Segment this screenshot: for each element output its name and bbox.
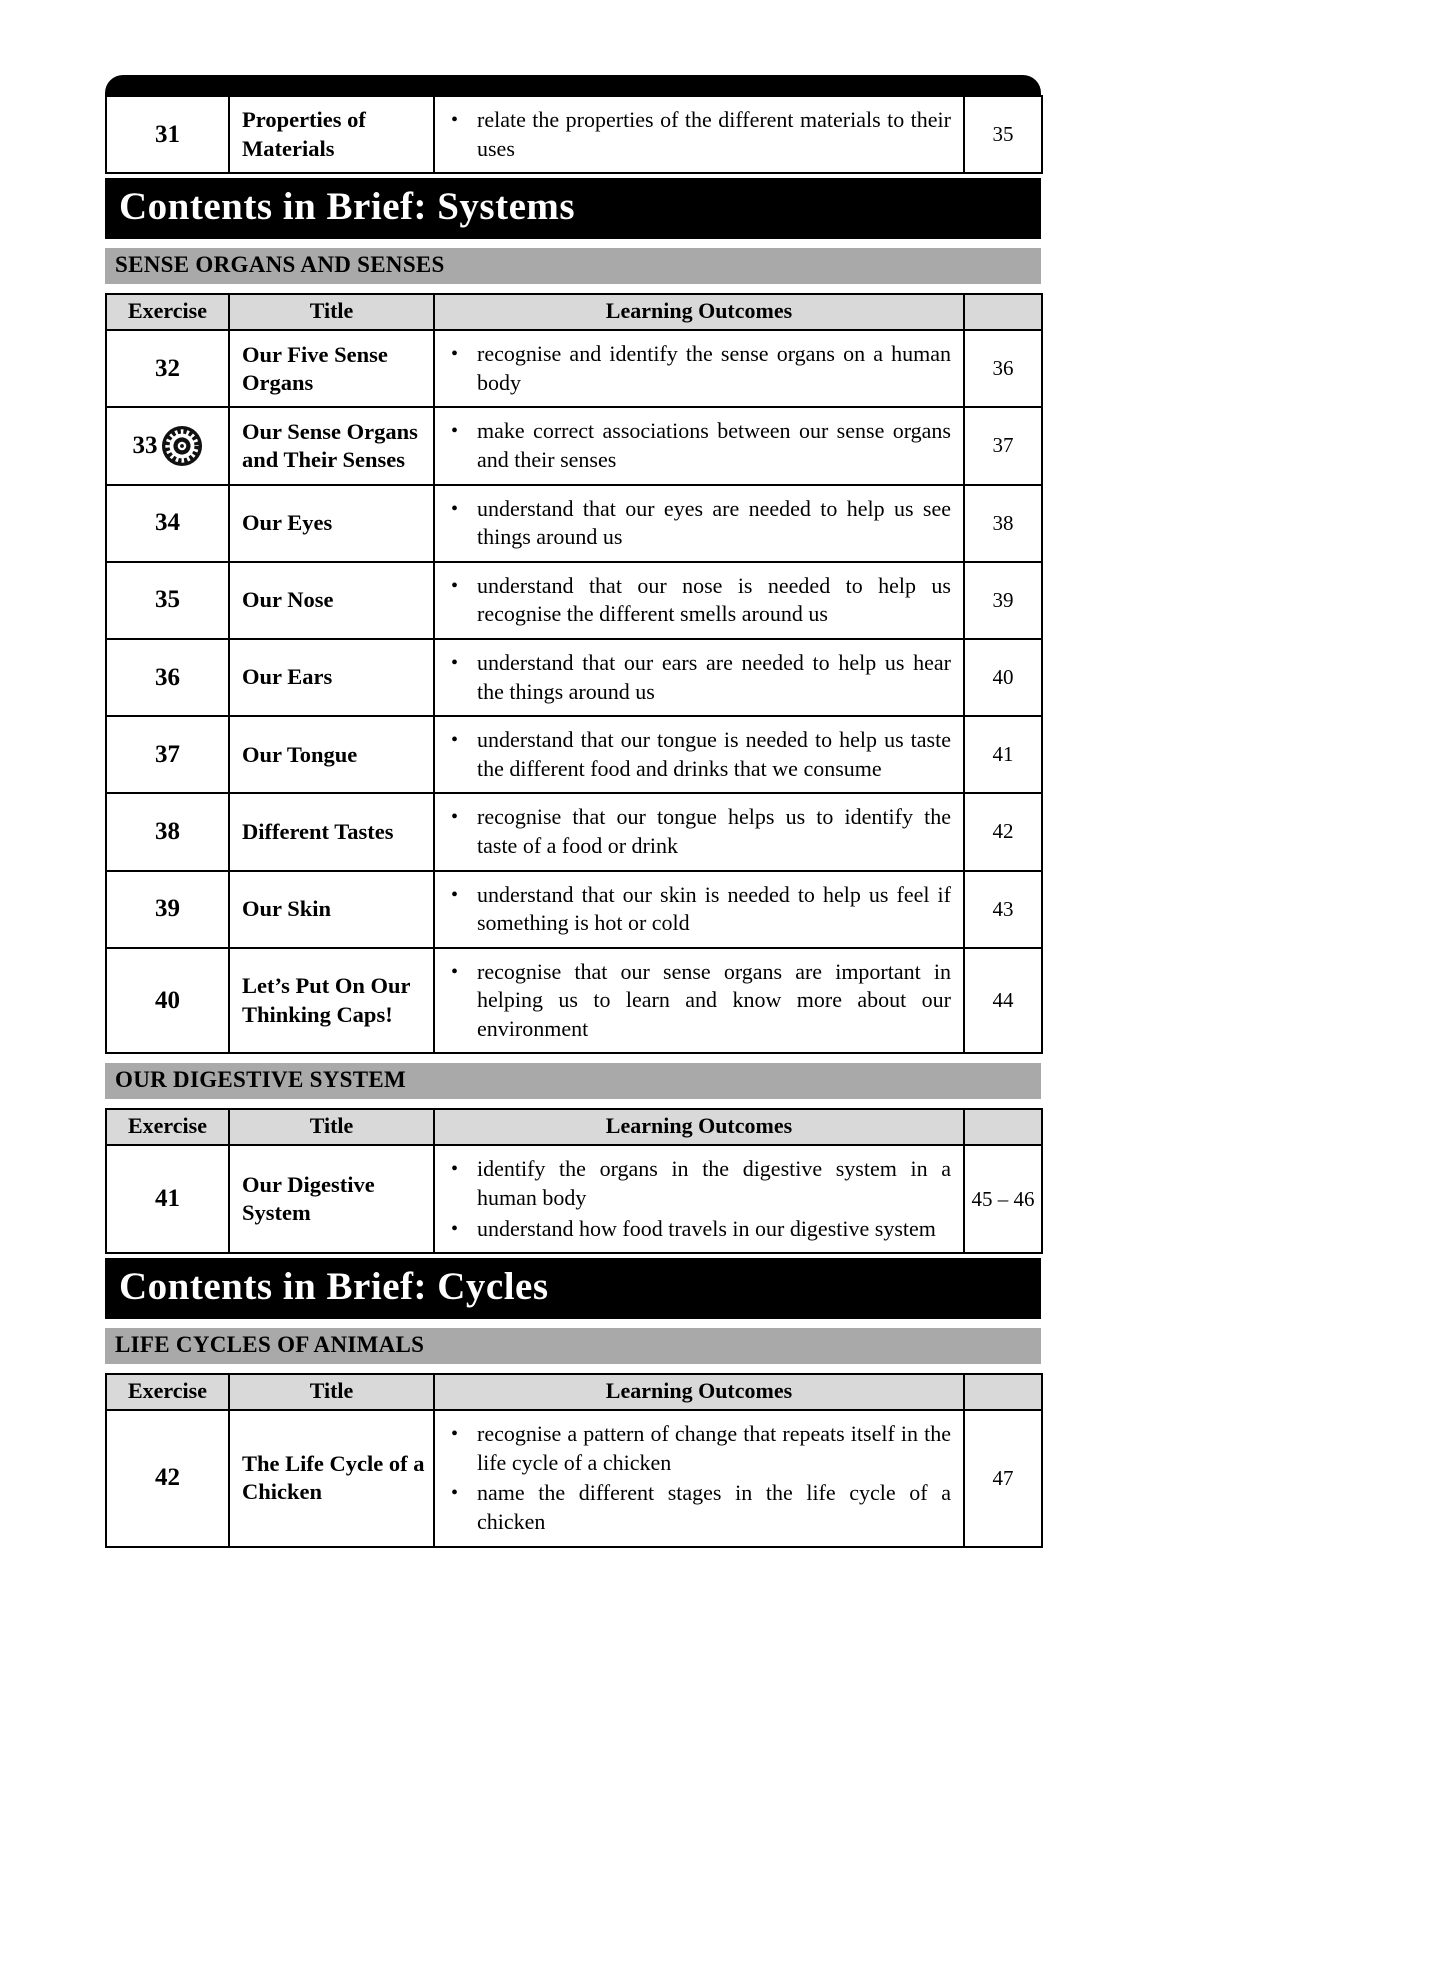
outcome-item <box>451 417 951 474</box>
part-banner <box>105 1258 1041 1319</box>
outcome-item <box>451 803 951 860</box>
contents-table <box>105 95 1043 174</box>
column-header-outcomes: Learning Outcomes <box>434 1374 964 1410</box>
outcomes-cell <box>434 485 964 562</box>
part-banner-title: Contents in Brief: Systems <box>119 185 576 229</box>
topic-heading-label: OUR DIGESTIVE SYSTEM <box>115 1067 407 1093</box>
exercise-number: 31 <box>155 120 180 148</box>
topic-heading <box>105 248 1041 284</box>
outcomes-cell <box>434 1410 964 1546</box>
column-header-outcomes: Learning Outcomes <box>434 1109 964 1145</box>
bullet-icon: • <box>451 1482 459 1505</box>
exercise-number-cell <box>106 1145 229 1253</box>
outcomes-cell <box>434 793 964 870</box>
column-header-blank <box>964 1109 1042 1145</box>
topic-heading-label: SENSE ORGANS AND SENSES <box>115 252 445 278</box>
bullet-icon: • <box>451 1158 459 1181</box>
table-row <box>106 96 1042 173</box>
bullet-icon: • <box>451 960 459 983</box>
bullet-icon: • <box>451 806 459 829</box>
table-header <box>106 1374 1042 1410</box>
exercise-number-cell <box>106 330 229 407</box>
column-header-title: Title <box>229 294 434 330</box>
column-header-title: Title <box>229 1109 434 1145</box>
bullet-icon: • <box>451 497 459 520</box>
column-header-blank <box>964 294 1042 330</box>
outcome-text: understand that our nose is needed to help us recognise the different smells around us <box>477 572 951 627</box>
page-number-cell: 42 <box>964 793 1042 870</box>
exercise-number-cell <box>106 716 229 793</box>
page-number-cell: 35 <box>964 96 1042 173</box>
contents-table <box>105 293 1043 1054</box>
outcomes-cell <box>434 96 964 173</box>
outcome-item <box>451 726 951 783</box>
exercise-number-cell <box>106 1410 229 1546</box>
outcome-text: name the different stages in the life cycle of a chicken <box>477 1480 951 1535</box>
exercise-number: 36 <box>155 663 180 691</box>
bullet-icon: • <box>451 1423 459 1446</box>
outcome-item <box>451 649 951 706</box>
contents-document <box>105 75 1041 1548</box>
outcome-item <box>451 495 951 552</box>
title-cell: Our Digestive System <box>229 1145 434 1253</box>
bullet-icon: • <box>451 574 459 597</box>
outcomes-cell <box>434 562 964 639</box>
title-cell: Our Nose <box>229 562 434 639</box>
cd-icon <box>161 425 203 467</box>
outcome-item <box>451 340 951 397</box>
outcome-text: recognise that our sense organs are important in helping us to learn and know more about our environment <box>477 958 951 1041</box>
page-number-cell: 45 – 46 <box>964 1145 1042 1253</box>
outcome-item <box>451 106 951 163</box>
exercise-number-cell <box>106 871 229 948</box>
title-cell: Our Eyes <box>229 485 434 562</box>
title-cell: Our Tongue <box>229 716 434 793</box>
table-row <box>106 1145 1042 1253</box>
outcome-text: relate the properties of the different materials to their uses <box>477 107 951 161</box>
outcome-item <box>451 572 951 629</box>
page-number-cell: 44 <box>964 948 1042 1054</box>
page-number-cell: 41 <box>964 716 1042 793</box>
contents-table <box>105 1108 1043 1254</box>
title-cell: Properties of Materials <box>229 96 434 173</box>
exercise-number-cell <box>106 96 229 173</box>
table-row <box>106 1410 1042 1546</box>
outcomes-cell <box>434 948 964 1054</box>
table-row <box>106 716 1042 793</box>
bullet-icon: • <box>451 420 459 443</box>
outcome-text: make correct associations between our sense organs and their senses <box>477 418 951 472</box>
bullet-icon: • <box>451 729 459 752</box>
outcome-item <box>451 1215 951 1244</box>
outcome-item <box>451 881 951 938</box>
exercise-number: 42 <box>155 1464 180 1492</box>
table-row <box>106 948 1042 1054</box>
title-cell: Our Skin <box>229 871 434 948</box>
topic-heading <box>105 1063 1041 1099</box>
exercise-number: 39 <box>155 895 180 923</box>
table-row <box>106 639 1042 716</box>
column-header-exercise: Exercise <box>106 1374 229 1410</box>
table-header <box>106 1109 1042 1145</box>
outcomes-cell <box>434 716 964 793</box>
bullet-icon: • <box>451 1217 459 1240</box>
page-number-cell: 38 <box>964 485 1042 562</box>
exercise-number-cell <box>106 485 229 562</box>
title-cell: The Life Cycle of a Chicken <box>229 1410 434 1546</box>
page-number-cell: 37 <box>964 407 1042 484</box>
bullet-icon: • <box>451 343 459 366</box>
table-row <box>106 407 1042 484</box>
outcomes-cell <box>434 407 964 484</box>
column-header-title: Title <box>229 1374 434 1410</box>
exercise-number: 33 <box>132 431 158 459</box>
title-cell: Different Tastes <box>229 793 434 870</box>
table-header-row <box>106 294 1042 330</box>
exercise-number: 38 <box>155 817 180 845</box>
bullet-icon: • <box>451 109 459 131</box>
page-number-cell: 40 <box>964 639 1042 716</box>
part-banner-title: Contents in Brief: Cycles <box>119 1265 549 1309</box>
outcome-text: identify the organs in the digestive system in a human body <box>477 1156 951 1211</box>
title-cell: Our Five Sense Organs <box>229 330 434 407</box>
page-number-cell: 39 <box>964 562 1042 639</box>
outcome-item <box>451 958 951 1044</box>
outcomes-cell <box>434 871 964 948</box>
page-number-cell: 36 <box>964 330 1042 407</box>
outcome-text: understand how food travels in our digestive system <box>477 1215 936 1241</box>
outcome-text: understand that our skin is needed to help us feel if something is hot or cold <box>477 881 951 936</box>
bullet-icon: • <box>451 651 459 674</box>
exercise-number: 35 <box>155 586 180 614</box>
page-number-cell: 47 <box>964 1410 1042 1546</box>
outcome-text: understand that our tongue is needed to help us taste the different food and drinks that we consume <box>477 727 951 781</box>
outcome-text: understand that our eyes are needed to help us see things around us <box>477 495 951 550</box>
exercise-number: 40 <box>155 986 180 1014</box>
bullet-icon: • <box>451 883 459 906</box>
exercise-number: 41 <box>155 1185 180 1213</box>
table-row <box>106 793 1042 870</box>
exercise-number-cell <box>106 639 229 716</box>
table-row <box>106 562 1042 639</box>
table-row <box>106 485 1042 562</box>
outcome-text: recognise a pattern of change that repeats itself in the life cycle of a chicken <box>477 1421 951 1475</box>
column-header-outcomes: Learning Outcomes <box>434 294 964 330</box>
title-cell: Our Sense Organs and Their Senses <box>229 407 434 484</box>
exercise-number-cell <box>106 948 229 1054</box>
table-top-edge <box>105 75 1041 95</box>
table-row <box>106 330 1042 407</box>
outcomes-cell <box>434 639 964 716</box>
outcome-item <box>451 1155 951 1212</box>
outcomes-cell <box>434 1145 964 1253</box>
page-number-cell: 43 <box>964 871 1042 948</box>
column-header-exercise: Exercise <box>106 1109 229 1145</box>
table-header-row <box>106 1374 1042 1410</box>
title-cell: Our Ears <box>229 639 434 716</box>
outcomes-cell <box>434 330 964 407</box>
outcome-item <box>451 1479 951 1536</box>
topic-heading <box>105 1328 1041 1364</box>
column-header-exercise: Exercise <box>106 294 229 330</box>
outcome-text: recognise and identify the sense organs on a human body <box>477 341 951 395</box>
exercise-number-cell <box>106 407 229 484</box>
title-cell: Let’s Put On Our Thinking Caps! <box>229 948 434 1054</box>
table-header-row <box>106 1109 1042 1145</box>
exercise-number-cell <box>106 793 229 870</box>
outcome-text: recognise that our tongue helps us to identify the taste of a food or drink <box>477 804 951 858</box>
contents-table <box>105 1373 1043 1547</box>
outcome-item <box>451 1420 951 1477</box>
outcome-text: understand that our ears are needed to help us hear the things around us <box>477 649 951 704</box>
exercise-number: 34 <box>155 509 180 537</box>
table-header <box>106 294 1042 330</box>
column-header-blank <box>964 1374 1042 1410</box>
part-banner <box>105 178 1041 239</box>
table-row <box>106 871 1042 948</box>
exercise-number-cell <box>106 562 229 639</box>
exercise-number: 32 <box>155 354 180 382</box>
exercise-number: 37 <box>155 740 180 768</box>
topic-heading-label: LIFE CYCLES OF ANIMALS <box>115 1332 425 1358</box>
